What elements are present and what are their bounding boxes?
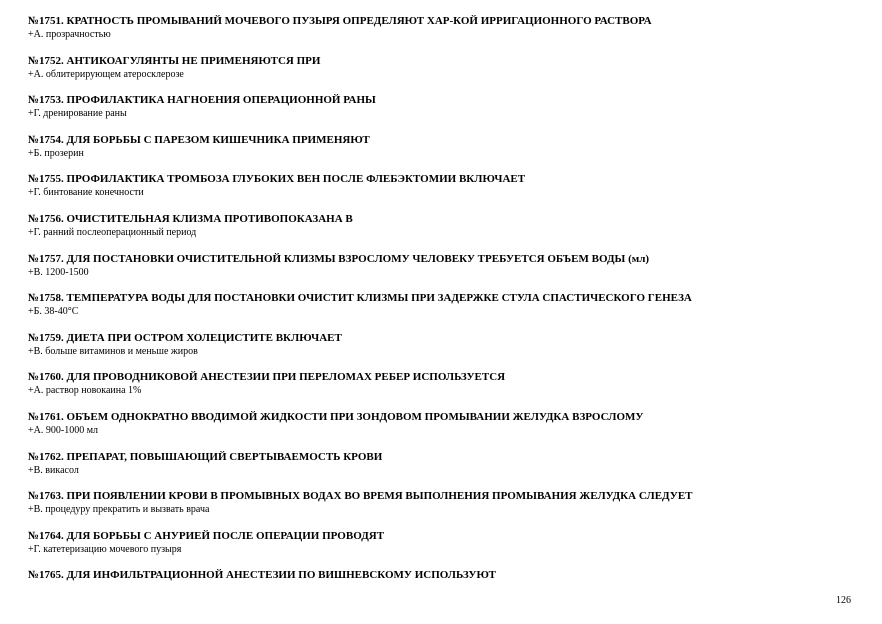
question-item-1758 xyxy=(28,292,858,332)
question-item-1751 xyxy=(28,15,858,55)
question-item-1763 xyxy=(28,490,858,530)
answer-text: +Г. дренирование раны xyxy=(28,108,127,120)
question-item-1755 xyxy=(28,173,858,213)
question-text: №1753. ПРОФИЛАКТИКА НАГНОЕНИЯ ОПЕРАЦИОННОЙ РАНЫ xyxy=(28,94,376,107)
question-item-1760 xyxy=(28,371,858,411)
question-item-1752 xyxy=(28,55,858,95)
question-item-1757 xyxy=(28,253,858,293)
answer-text: +Б. прозерин xyxy=(28,147,84,159)
question-text: №1751. КРАТНОСТЬ ПРОМЫВАНИЙ МОЧЕВОГО ПУЗЫРЯ ОПРЕДЕЛЯЮТ ХАР-КОЙ ИРРИГАЦИОННОГО РАСТВОРА xyxy=(28,15,652,27)
question-text: №1761. ОБЪЕМ ОДНОКРАТНО ВВОДИМОЙ ЖИДКОСТИ ПРИ ЗОНДОВОМ ПРОМЫВАНИИ ЖЕЛУДКА ВЗРОСЛОМУ xyxy=(28,410,644,423)
answer-text: +В. больше витаминов и меньше жиров xyxy=(28,345,198,357)
question-item-1753 xyxy=(28,94,858,134)
question-text: №1762. ПРЕПАРАТ, ПОВЫШАЮЩИЙ СВЕРТЫВАЕМОСТЬ КРОВИ xyxy=(28,450,383,463)
answer-text: +Г. ранний послеоперационный период xyxy=(28,226,197,238)
question-text: №1758. ТЕМПЕРАТУРА ВОДЫ ДЛЯ ПОСТАНОВКИ ОЧИСТИТ КЛИЗМЫ ПРИ ЗАДЕРЖКЕ СТУЛА СПАСТИЧЕСКОГО ГЕНЕЗА xyxy=(28,292,692,305)
question-text: №1763. ПРИ ПОЯВЛЕНИИ КРОВИ В ПРОМЫВНЫХ ВОДАХ ВО ВРЕМЯ ВЫПОЛНЕНИЯ ПРОМЫВАНИЯ ЖЕЛУДКА СЛЕДУЕТ xyxy=(28,490,693,503)
answer-text: +В. 1200-1500 xyxy=(28,266,89,278)
question-item-1762 xyxy=(28,451,858,491)
answer-text: +В. процедуру прекратить и вызвать врача xyxy=(28,504,210,516)
question-text: №1755. ПРОФИЛАКТИКА ТРОМБОЗА ГЛУБОКИХ ВЕН ПОСЛЕ ФЛЕБЭКТОМИИ ВКЛЮЧАЕТ xyxy=(28,173,526,186)
question-item-1754 xyxy=(28,134,858,174)
question-text: №1765. ДЛЯ ИНФИЛЬТРАЦИОННОЙ АНЕСТЕЗИИ ПО ВИШНЕВСКОМУ ИСПОЛЬЗУЮТ xyxy=(28,569,496,582)
answer-text: +В. викасол xyxy=(28,464,79,476)
question-item-1764 xyxy=(28,530,858,570)
question-text: №1759. ДИЕТА ПРИ ОСТРОМ ХОЛЕЦИСТИТЕ ВКЛЮЧАЕТ xyxy=(28,331,342,344)
answer-text: +А. облитерирующем атеросклерозе xyxy=(28,68,184,80)
answer-text: +А. прозрачностью xyxy=(28,29,111,40)
question-item-1756 xyxy=(28,213,858,253)
answer-text: +Г. бинтование конечности xyxy=(28,187,144,199)
answer-text: +Б. 38-40°С xyxy=(28,306,79,318)
question-item-1761 xyxy=(28,411,858,451)
answer-text: +А. 900-1000 мл xyxy=(28,424,99,436)
question-text: №1754. ДЛЯ БОРЬБЫ С ПАРЕЗОМ КИШЕЧНИКА ПРИМЕНЯЮТ xyxy=(28,133,370,146)
question-text: №1752. АНТИКОАГУЛЯНТЫ НЕ ПРИМЕНЯЮТСЯ ПРИ xyxy=(28,54,321,67)
page-number: 126 xyxy=(836,595,851,606)
question-item-1765 xyxy=(28,569,858,609)
answer-text: +Г. катетеризацию мочевого пузыря xyxy=(28,543,182,555)
question-item-1759 xyxy=(28,332,858,372)
question-text: №1757. ДЛЯ ПОСТАНОВКИ ОЧИСТИТЕЛЬНОЙ КЛИЗМЫ ВЗРОСЛОМУ ЧЕЛОВЕКУ ТРЕБУЕТСЯ ОБЪЕМ ВОДЫ (мл) xyxy=(28,252,650,265)
question-list xyxy=(28,15,858,609)
question-text: №1756. ОЧИСТИТЕЛЬНАЯ КЛИЗМА ПРОТИВОПОКАЗАНА В xyxy=(28,212,353,225)
question-text: №1764. ДЛЯ БОРЬБЫ С АНУРИЕЙ ПОСЛЕ ОПЕРАЦИИ ПРОВОДЯТ xyxy=(28,529,385,542)
answer-text: +А. раствор новокаина 1% xyxy=(28,385,142,397)
question-text: №1760. ДЛЯ ПРОВОДНИКОВОЙ АНЕСТЕЗИИ ПРИ ПЕРЕЛОМАХ РЕБЕР ИСПОЛЬЗУЕТСЯ xyxy=(28,371,506,384)
